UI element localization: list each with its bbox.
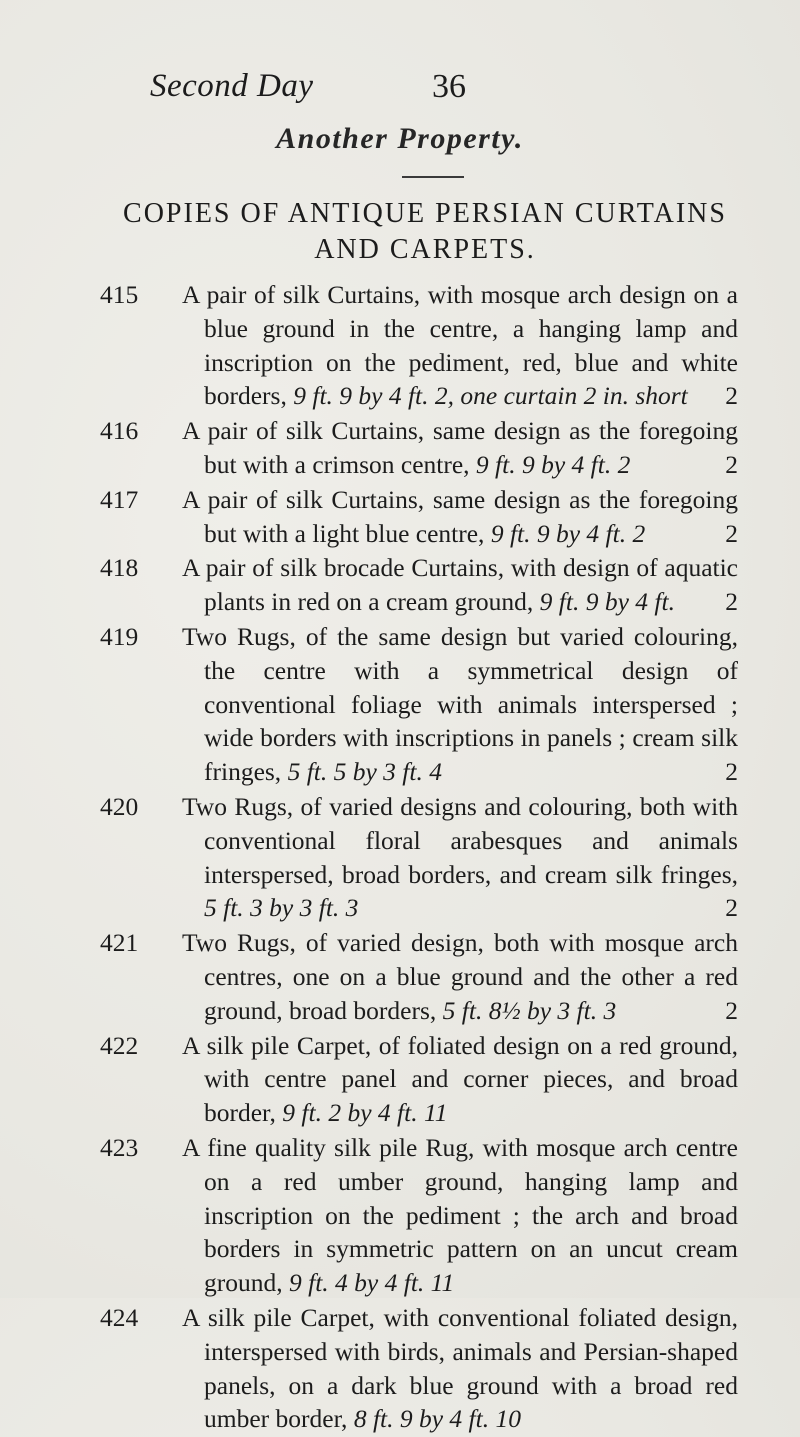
lot-list (0, 278, 800, 1437)
lot-number: 415 (100, 280, 139, 309)
lot-entry (0, 1029, 800, 1130)
lot-entry (0, 278, 800, 413)
lot-description: A pair of silk Curtains, same design as the foregoing but with a light blue centre, (182, 484, 738, 548)
lot-entry (0, 620, 800, 789)
lot-quantity: 2 (725, 518, 738, 548)
running-head (150, 68, 700, 108)
lot-number: 421 (100, 928, 139, 958)
section-title-line1: COPIES OF ANTIQUE PERSIAN CURTAINS (123, 198, 727, 229)
lot-number: 424 (100, 1302, 139, 1332)
lot-entry (0, 790, 800, 925)
lot-number: 422 (100, 1030, 139, 1060)
lot-description: Two Rugs, of varied design, both with mosque arch centres, one on a blue ground and the other a red ground, broad borders, (182, 928, 738, 1025)
lot-number: 416 (100, 416, 139, 446)
lot-dimensions: 5 ft. 5 by 3 ft. 4 (287, 757, 442, 787)
lot-entry (0, 483, 800, 551)
lot-number: 418 (100, 553, 139, 583)
lot-quantity: 2 (725, 893, 738, 923)
lot-number: 419 (100, 621, 139, 651)
sale-title: Another Property. (276, 122, 524, 155)
lot-number: 420 (100, 791, 139, 821)
lot-description: Two Rugs, of the same design but varied colouring, the centre with a symmetrical design of conventional foliage with animals interspersed ; wide borders with inscriptions in panels ; cream silk fringes, (182, 621, 738, 787)
lot-quantity: 2 (725, 587, 738, 617)
page-number: 36 (432, 68, 466, 105)
title-rule (402, 176, 464, 178)
lot-dimensions: 9 ft. 2 by 4 ft. 11 (282, 1098, 448, 1128)
lot-description: A pair of silk brocade Curtains, with design of aquatic plants in red on a cream ground, (182, 553, 738, 617)
lot-dimensions: 9 ft. 9 by 4 ft. 2, one curtain 2 in. short (293, 381, 688, 411)
lot-entry (0, 1131, 800, 1300)
lot-quantity: 2 (725, 381, 738, 411)
lot-quantity: 2 (725, 995, 738, 1025)
lot-entry (0, 926, 800, 1027)
lot-quantity: 2 (725, 449, 738, 479)
lot-number: 423 (100, 1132, 139, 1162)
lot-description: A silk pile Carpet, with conventional foliated design, interspersed with birds, animals and Persian-shaped panels, on a dark blue ground with a broad red umber border, (182, 1302, 738, 1434)
lot-dimensions: 9 ft. 4 by 4 ft. 11 (289, 1268, 455, 1298)
lot-description: A pair of silk Curtains, with mosque arch design on a blue ground in the centre, a hanging lamp and inscription on the pediment, red, blue and white borders, (182, 280, 738, 411)
lot-description: A pair of silk Curtains, same design as the foregoing but with a crimson centre, (182, 416, 738, 479)
lot-quantity: 2 (725, 757, 738, 787)
lot-description: Two Rugs, of varied designs and colouring, both with conventional floral arabesques and animals interspersed, broad borders, and cream silk fringes, (182, 791, 738, 889)
lot-entry (0, 414, 800, 482)
lot-dimensions: 9 ft. 9 by 4 ft. (539, 587, 675, 617)
lot-dimensions: 9 ft. 9 by 4 ft. 2 (490, 518, 646, 548)
lot-dimensions: 5 ft. 8½ by 3 ft. 3 (442, 995, 617, 1025)
lot-dimensions: 9 ft. 9 by 4 ft. 2 (475, 449, 631, 479)
lot-dimensions: 5 ft. 3 by 3 ft. 3 (204, 893, 359, 923)
lot-description: A fine quality silk pile Rug, with mosque arch centre on a red umber ground, hanging lamp and inscription on the pediment ; the arch and broad borders in symmetric pattern on an uncut cream ground, (182, 1132, 738, 1298)
lot-number: 417 (100, 484, 139, 514)
lot-entry (0, 551, 800, 619)
lot-entry (0, 1301, 800, 1436)
section-title-line2: AND CARPETS. (314, 234, 536, 265)
lot-description: A silk pile Carpet, of foliated design on a red ground, with centre panel and corner pieces, and broad border, (182, 1030, 738, 1128)
running-head-day: Second Day (150, 68, 314, 104)
lot-dimensions: 8 ft. 9 by 4 ft. 10 (353, 1404, 521, 1434)
section-title (90, 196, 760, 268)
